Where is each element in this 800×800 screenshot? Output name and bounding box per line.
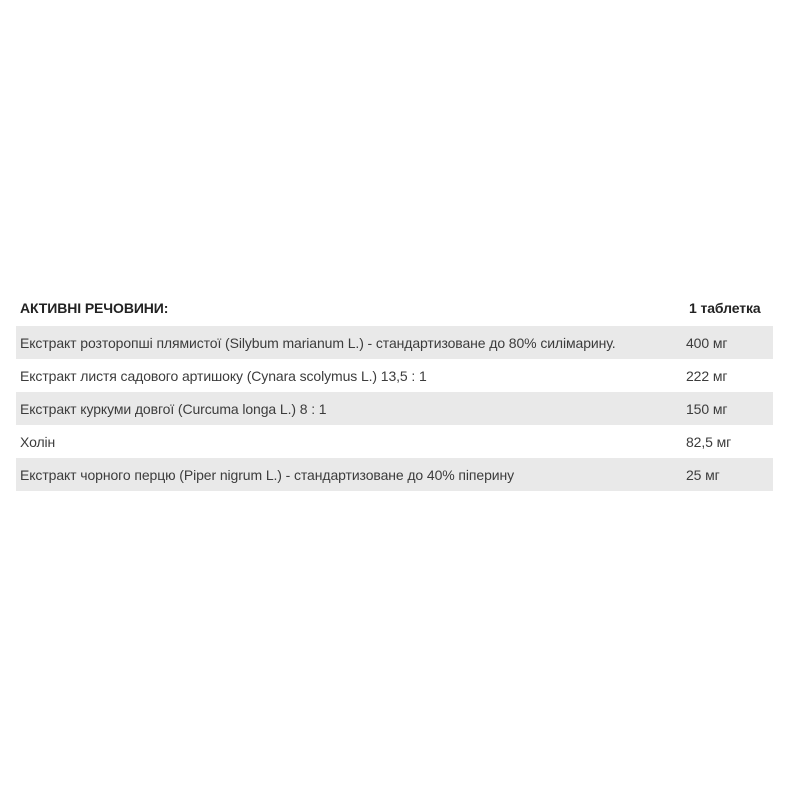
table-row [16,326,773,359]
ingredient-amount: 150 мг [686,400,728,417]
ingredient-amount: 222 мг [686,367,728,384]
header-amount-label: 1 таблетка [689,300,761,316]
table-row [16,359,773,392]
ingredient-name: Екстракт листя садового артишоку (Cynara scolymus L.) 13,5 : 1 [20,367,427,384]
ingredient-name: Екстракт розторопші плямистої (Silybum marianum L.) - стандартизоване до 80% силімарину. [20,334,616,351]
ingredient-name: Екстракт куркуми довгої (Curcuma longa L.) 8 : 1 [20,400,327,417]
table-row [16,458,773,491]
ingredient-amount: 400 мг [686,334,728,351]
active-ingredients-table [16,290,773,491]
table-row [16,425,773,458]
ingredient-amount: 82,5 мг [686,433,732,450]
ingredient-name: Холін [20,433,56,450]
table-header [16,290,773,326]
header-ingredients-label: АКТИВНІ РЕЧОВИНИ: [20,300,169,316]
ingredient-amount: 25 мг [686,466,720,483]
table-row [16,392,773,425]
ingredient-name: Екстракт чорного перцю (Piper nigrum L.) - стандартизоване до 40% піперину [20,466,515,483]
